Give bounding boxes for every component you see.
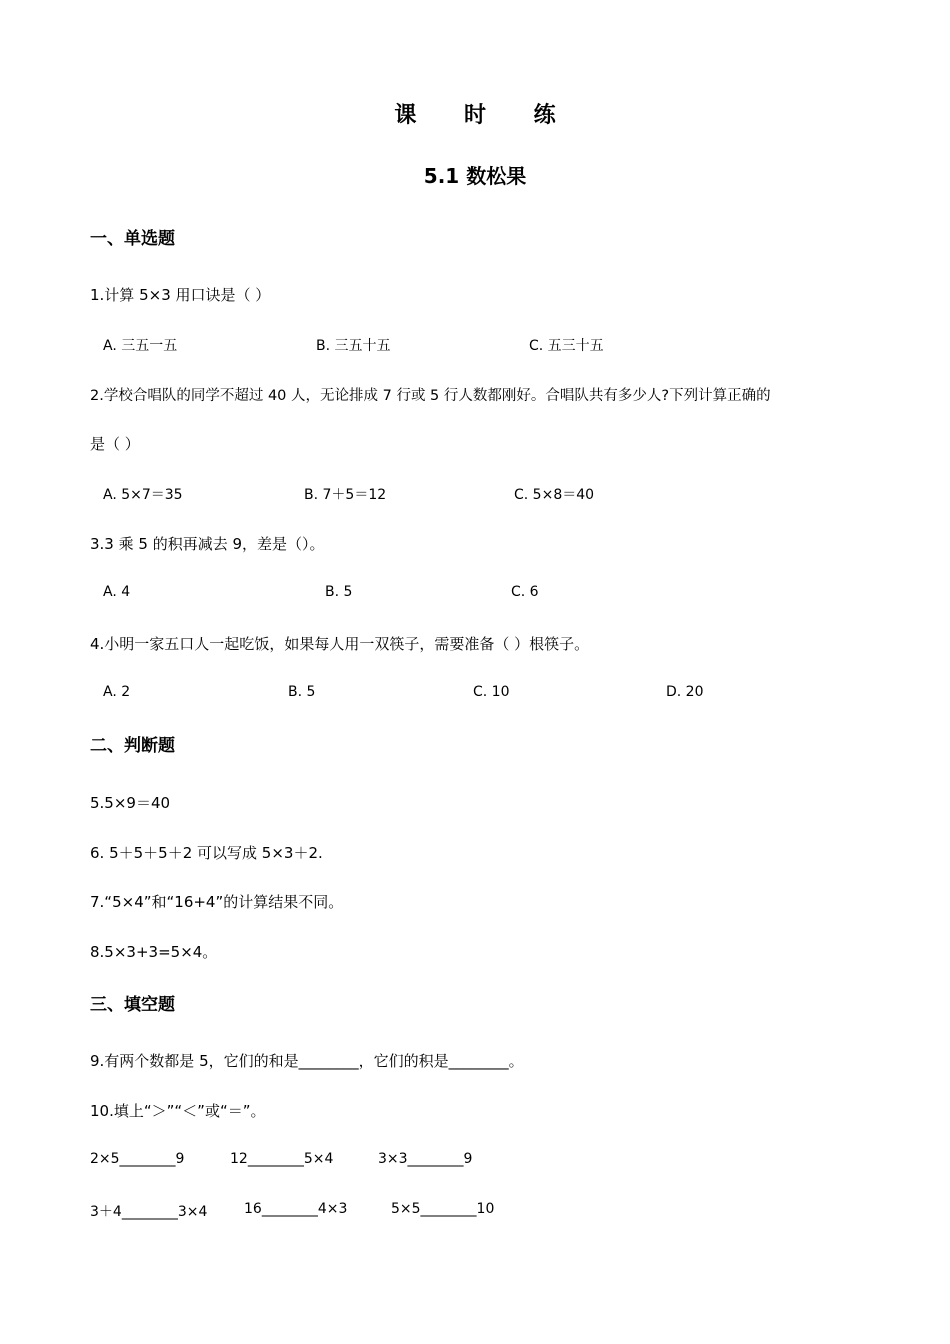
question-10-item-3: 3×3________9 — [378, 1151, 473, 1167]
question-9: 9.有两个数都是 5，它们的和是________，它们的积是________。 — [90, 1052, 524, 1070]
question-6: 6. 5＋5＋5＋2 可以写成 5×3＋2. — [90, 844, 323, 862]
question-10-stem: 10.填上“＞”“＜”或“＝”。 — [90, 1102, 266, 1120]
section-heading-true-false: 二、判断题 — [90, 736, 175, 756]
question-4-option-a: A. 2 — [103, 684, 131, 700]
question-2-stem-line-2: 是（ ） — [90, 435, 140, 453]
question-1-option-a: A. 三五一五 — [103, 338, 178, 354]
question-1-option-c: C. 五三十五 — [529, 338, 604, 354]
question-2-option-b: B. 7＋5＝12 — [304, 487, 387, 503]
question-3-option-b: B. 5 — [325, 584, 353, 600]
question-10-item-5: 16________4×3 — [244, 1201, 348, 1217]
question-7: 7.“5×4”和“16+4”的计算结果不同。 — [90, 893, 344, 911]
question-2-option-c: C. 5×8＝40 — [514, 487, 595, 503]
question-1-option-b: B. 三五十五 — [316, 338, 391, 354]
section-heading-fill-in: 三、填空题 — [90, 995, 175, 1015]
question-4-option-b: B. 5 — [288, 684, 316, 700]
page-subtitle: 5.1 数松果 — [423, 164, 527, 188]
page-title: 课 时 练 — [394, 103, 576, 128]
question-4-stem: 4.小明一家五口人一起吃饭，如果每人用一双筷子，需要准备（ ）根筷子。 — [90, 635, 590, 653]
question-4-option-c: C. 10 — [473, 684, 510, 700]
question-4-option-d: D. 20 — [666, 684, 704, 700]
question-2-stem-line-1: 2.学校合唱队的同学不超过 40 人，无论排成 7 行或 5 行人数都刚好。合唱队共有多少人?下列计算正确的 — [90, 388, 771, 404]
section-heading-single-choice: 一、单选题 — [90, 229, 175, 249]
question-10-item-1: 2×5________9 — [90, 1151, 185, 1167]
question-5: 5.5×9＝40 — [90, 794, 171, 812]
question-10-item-2: 12________5×4 — [230, 1151, 334, 1167]
question-10-item-6: 5×5________10 — [391, 1201, 495, 1217]
question-3-stem: 3.3 乘 5 的积再减去 9，差是（）。 — [90, 535, 325, 553]
question-3-option-c: C. 6 — [511, 584, 539, 600]
question-3-option-a: A. 4 — [103, 584, 131, 600]
question-1-stem: 1.计算 5×3 用口诀是（ ） — [90, 286, 271, 304]
question-2-option-a: A. 5×7＝35 — [103, 487, 183, 503]
question-10-item-4: 3＋4________3×4 — [90, 1204, 208, 1220]
question-8: 8.5×3+3=5×4。 — [90, 943, 218, 961]
